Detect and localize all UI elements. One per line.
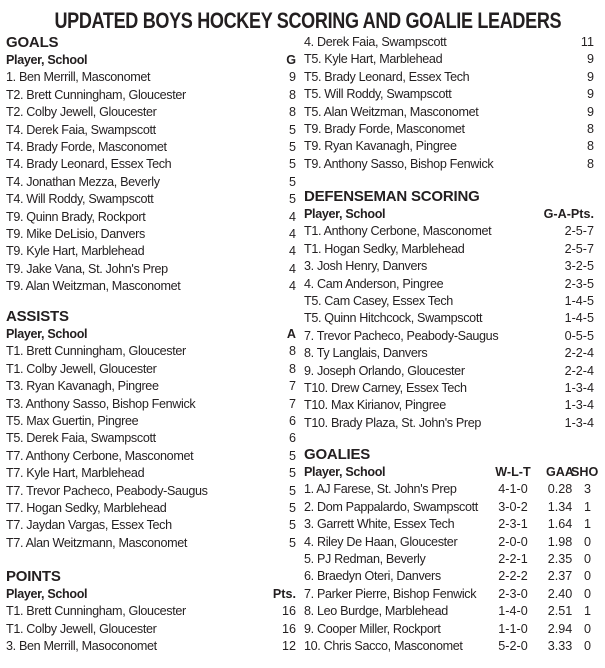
table-row	[304, 516, 594, 533]
gaa-value: 2.51	[547, 604, 573, 619]
stat-value: 8	[288, 344, 296, 359]
points-rows-left	[6, 603, 296, 655]
table-row	[6, 465, 296, 482]
gaa-value: 0.28	[547, 482, 573, 497]
stat-value: 11	[580, 35, 594, 49]
goalies-section	[304, 446, 599, 655]
table-row	[304, 258, 594, 275]
shutouts-value: 1	[583, 517, 591, 532]
wlt-record: 3-0-2	[498, 499, 528, 514]
stat-value: 5	[288, 448, 296, 463]
defenseman-title: DEFENSEMAN SCORING	[304, 188, 480, 205]
goalies-rows	[304, 481, 594, 655]
player-name: T10. Brady Plaza, St. John's Prep	[304, 415, 482, 430]
player-name: T7. Jaydan Vargas, Essex Tech	[6, 518, 172, 533]
player-name: 7. Parker Pierre, Bishop Fenwick	[304, 586, 477, 601]
player-name: T1. Brett Cunningham, Gloucester	[6, 344, 186, 359]
goalies-title: GOALIES	[304, 446, 371, 463]
player-name: 4. Cam Anderson, Pingree	[304, 276, 444, 291]
points-header-player: Player, School	[6, 587, 88, 601]
wlt-record: 2-3-0	[498, 586, 528, 601]
stat-value: 4	[288, 244, 296, 259]
player-name: 10. Chris Sacco, Masconomet	[304, 638, 463, 653]
stat-value: 0-5-5	[564, 328, 594, 343]
table-row	[6, 378, 296, 395]
player-name: T5. Quinn Hitchcock, Swampscott	[304, 311, 483, 326]
points-rows-right	[304, 34, 594, 173]
player-name: 7. Trevor Pacheco, Peabody-Saugus	[304, 328, 499, 343]
assists-rows	[6, 343, 296, 552]
player-name: 9. Joseph Orlando, Gloucester	[304, 363, 465, 378]
table-row	[6, 535, 296, 552]
goalies-header-wlt: W-L-T	[495, 465, 531, 479]
table-row	[304, 534, 594, 551]
table-row	[6, 603, 296, 620]
table-row	[6, 621, 296, 638]
table-row	[304, 415, 594, 432]
goalies-header	[304, 464, 599, 481]
player-name: T7. Anthony Cerbone, Masconomet	[6, 448, 194, 463]
wlt-record: 2-2-2	[498, 569, 528, 584]
table-row	[304, 603, 594, 620]
stat-value: 1-3-4	[564, 380, 594, 395]
stat-value: 7	[288, 396, 296, 411]
table-row	[304, 551, 594, 568]
shutouts-value: 1	[583, 499, 591, 514]
wlt-record: 1-1-0	[498, 621, 528, 636]
stat-value: 9	[586, 69, 594, 84]
player-name: T5. Max Guertin, Pingree	[6, 413, 139, 428]
shutouts-value: 0	[583, 621, 591, 636]
stat-value: 16	[281, 621, 296, 636]
player-name: 1. AJ Farese, St. John's Prep	[304, 482, 457, 497]
stat-value: 2-2-4	[564, 346, 594, 361]
stat-value: 5	[288, 518, 296, 533]
goals-header	[6, 52, 296, 69]
player-name: T7. Alan Weitzmann, Masconomet	[6, 535, 188, 550]
player-name: T1. Colby Jewell, Gloucester	[6, 361, 157, 376]
stat-value: 9	[586, 87, 594, 102]
wlt-record: 2-2-1	[498, 551, 528, 566]
stat-value: 5	[288, 466, 296, 481]
stat-value: 5	[288, 157, 296, 172]
player-name: 8. Leo Burdge, Marblehead	[304, 604, 448, 619]
player-name: T7. Trevor Pacheco, Peabody-Saugus	[6, 483, 208, 498]
assists-header-value: A	[286, 327, 296, 341]
table-row	[6, 87, 296, 104]
table-row	[6, 104, 296, 121]
table-row	[304, 51, 594, 68]
table-row	[6, 278, 296, 295]
table-row	[6, 396, 296, 413]
stat-value: 1-4-5	[564, 293, 594, 308]
gaa-value: 2.37	[547, 569, 573, 584]
points-header-value: Pts.	[272, 587, 296, 601]
page-title: UPDATED BOYS HOCKEY SCORING AND GOALIE LEADERS	[54, 8, 562, 33]
table-row	[304, 345, 594, 362]
stat-value: 6	[288, 413, 296, 428]
player-name: T10. Drew Carney, Essex Tech	[304, 380, 467, 395]
table-row	[6, 226, 296, 243]
player-name: 8. Ty Langlais, Danvers	[304, 346, 428, 361]
table-row	[304, 276, 594, 293]
stat-value: 2-5-7	[564, 224, 594, 239]
player-name: 2. Dom Pappalardo, Swampscott	[304, 499, 478, 514]
stat-value: 5	[288, 500, 296, 515]
goals-title: GOALS	[6, 34, 59, 51]
wlt-record: 5-2-0	[498, 638, 528, 653]
stat-value: 2-5-7	[564, 241, 594, 256]
table-row	[304, 380, 594, 397]
table-row	[304, 241, 594, 258]
player-name: T3. Ryan Kavanagh, Pingree	[6, 379, 159, 394]
table-row	[304, 621, 594, 638]
stat-value: 4	[288, 226, 296, 241]
player-name: T2. Brett Cunningham, Gloucester	[6, 87, 186, 102]
table-row	[6, 413, 296, 430]
player-name: T9. Anthony Sasso, Bishop Fenwick	[304, 156, 494, 171]
shutouts-value: 1	[583, 604, 591, 619]
gaa-value: 2.94	[547, 621, 573, 636]
player-name: T5. Kyle Hart, Marblehead	[304, 52, 443, 67]
stat-value: 4	[288, 279, 296, 294]
stat-value: 9	[288, 70, 296, 85]
player-name: T2. Colby Jewell, Gloucester	[6, 105, 157, 120]
table-row	[304, 638, 594, 655]
shutouts-value: 0	[583, 569, 591, 584]
points-title: POINTS	[6, 568, 61, 585]
table-row	[304, 586, 594, 603]
player-name: 3. Josh Henry, Danvers	[304, 259, 427, 274]
table-row	[6, 638, 296, 655]
table-row	[304, 34, 594, 51]
defenseman-rows	[304, 223, 594, 432]
player-name: T1. Brett Cunningham, Gloucester	[6, 604, 186, 619]
player-name: T4. Derek Faia, Swampscott	[6, 122, 156, 137]
table-row	[304, 293, 594, 310]
goals-header-value: G	[286, 53, 296, 67]
player-name: T9. Mike DeLisio, Danvers	[6, 226, 145, 241]
player-name: T7. Hogan Sedky, Marblehead	[6, 500, 167, 515]
stat-value: 5	[288, 192, 296, 207]
player-name: T9. Alan Weitzman, Masconomet	[6, 279, 181, 294]
stat-value: 5	[288, 122, 296, 137]
table-row	[304, 328, 594, 345]
player-name: T9. Quinn Brady, Rockport	[6, 209, 146, 224]
stat-value: 6	[288, 431, 296, 446]
wlt-record: 2-0-0	[498, 534, 528, 549]
stat-value: 8	[288, 87, 296, 102]
player-name: T10. Max Kirianov, Pingree	[304, 398, 446, 413]
stat-value: 5	[288, 535, 296, 550]
stat-value: 2-3-5	[564, 276, 594, 291]
player-name: T9. Ryan Kavanagh, Pingree	[304, 139, 457, 154]
assists-title: ASSISTS	[6, 308, 69, 325]
player-name: T4. Jonathan Mezza, Beverly	[6, 174, 160, 189]
table-row	[6, 243, 296, 260]
stat-value: 8	[586, 139, 594, 154]
player-name: T5. Cam Casey, Essex Tech	[304, 293, 453, 308]
player-name: T1. Colby Jewell, Gloucester	[6, 621, 157, 636]
table-row	[6, 261, 296, 278]
table-row	[304, 397, 594, 414]
player-name: 4. Derek Faia, Swampscott	[304, 35, 447, 49]
player-name: T5. Alan Weitzman, Masconomet	[304, 104, 479, 119]
player-name: T5. Derek Faia, Swampscott	[6, 431, 156, 446]
stat-value: 12	[281, 639, 296, 654]
table-row	[304, 481, 594, 498]
stat-value: 8	[288, 105, 296, 120]
table-row	[6, 139, 296, 156]
assists-section	[6, 308, 296, 552]
table-row	[304, 69, 594, 86]
wlt-record: 1-4-0	[498, 604, 528, 619]
table-row	[6, 500, 296, 517]
defenseman-header-value: G-A-Pts.	[543, 207, 594, 221]
defenseman-section	[304, 188, 594, 432]
goals-header-player: Player, School	[6, 53, 88, 67]
player-name: 6. Braedyn Oteri, Danvers	[304, 569, 441, 584]
player-name: T7. Kyle Hart, Marblehead	[6, 466, 145, 481]
stat-value: 5	[288, 139, 296, 154]
player-name: T9. Kyle Hart, Marblehead	[6, 244, 145, 259]
assists-header	[6, 326, 296, 343]
stat-value: 1-4-5	[564, 311, 594, 326]
table-row	[6, 343, 296, 360]
gaa-value: 1.98	[547, 534, 573, 549]
defenseman-header	[304, 206, 594, 223]
player-name: T4. Brady Forde, Masconomet	[6, 139, 167, 154]
stat-value: 3-2-5	[564, 259, 594, 274]
player-name: 4. Riley De Haan, Gloucester	[304, 534, 458, 549]
stat-value: 16	[281, 604, 296, 619]
gaa-value: 2.40	[547, 586, 573, 601]
player-name: T1. Anthony Cerbone, Masconomet	[304, 224, 492, 239]
stat-value: 8	[586, 156, 594, 171]
gaa-value: 2.35	[547, 551, 573, 566]
gaa-value: 3.33	[547, 638, 573, 653]
shutouts-value: 0	[583, 534, 591, 549]
player-name: T5. Will Roddy, Swampscott	[304, 87, 452, 102]
table-row	[6, 361, 296, 378]
player-name: T4. Will Roddy, Swampscott	[6, 192, 154, 207]
table-row	[6, 209, 296, 226]
player-name: T9. Brady Forde, Masconomet	[304, 121, 465, 136]
assists-header-player: Player, School	[6, 327, 88, 341]
stat-value: 9	[586, 104, 594, 119]
points-header	[6, 586, 296, 603]
defenseman-header-player: Player, School	[304, 207, 386, 221]
table-row	[304, 156, 594, 173]
table-row	[304, 363, 594, 380]
table-row	[304, 310, 594, 327]
player-name: T4. Brady Leonard, Essex Tech	[6, 157, 172, 172]
table-row	[6, 430, 296, 447]
table-row	[6, 448, 296, 465]
player-name: T5. Brady Leonard, Essex Tech	[304, 69, 470, 84]
goalies-header-gaa: GAA	[546, 465, 574, 479]
stat-value: 4	[288, 209, 296, 224]
stat-value: 1-3-4	[564, 415, 594, 430]
table-row	[6, 174, 296, 191]
player-name: 3. Garrett White, Essex Tech	[304, 517, 455, 532]
goalies-header-player: Player, School	[304, 465, 386, 479]
table-row	[6, 69, 296, 86]
table-row	[304, 86, 594, 103]
gaa-value: 1.34	[547, 499, 573, 514]
table-row	[304, 499, 594, 516]
player-name: 5. PJ Redman, Beverly	[304, 551, 426, 566]
stat-value: 8	[288, 361, 296, 376]
shutouts-value: 0	[583, 638, 591, 653]
table-row	[6, 156, 296, 173]
table-row	[304, 223, 594, 240]
table-row	[6, 191, 296, 208]
player-name: 1. Ben Merrill, Masconomet	[6, 70, 151, 85]
goalies-header-sho: SHO	[571, 465, 599, 479]
shutouts-value: 3	[583, 482, 591, 497]
stat-value: 4	[288, 261, 296, 276]
player-name: 3. Ben Merrill, Masoconomet	[6, 639, 157, 654]
goals-rows	[6, 69, 296, 295]
points-continued-section	[304, 34, 594, 173]
wlt-record: 4-1-0	[498, 482, 528, 497]
table-row	[6, 483, 296, 500]
stat-value: 2-2-4	[564, 363, 594, 378]
stat-value: 8	[586, 121, 594, 136]
player-name: 9. Cooper Miller, Rockport	[304, 621, 441, 636]
table-row	[6, 517, 296, 534]
table-row	[6, 122, 296, 139]
stat-value: 5	[288, 174, 296, 189]
stat-value: 5	[288, 483, 296, 498]
player-name: T9. Jake Vana, St. John's Prep	[6, 261, 168, 276]
goals-section	[6, 34, 296, 295]
table-row	[304, 138, 594, 155]
table-row	[304, 121, 594, 138]
points-section	[6, 568, 296, 656]
player-name: T1. Hogan Sedky, Marblehead	[304, 241, 465, 256]
stat-value: 7	[288, 379, 296, 394]
shutouts-value: 0	[583, 551, 591, 566]
player-name: T3. Anthony Sasso, Bishop Fenwick	[6, 396, 196, 411]
stat-value: 1-3-4	[564, 398, 594, 413]
stat-value: 9	[586, 52, 594, 67]
shutouts-value: 0	[583, 586, 591, 601]
table-row	[304, 104, 594, 121]
gaa-value: 1.64	[547, 517, 573, 532]
wlt-record: 2-3-1	[498, 517, 528, 532]
table-row	[304, 568, 594, 585]
